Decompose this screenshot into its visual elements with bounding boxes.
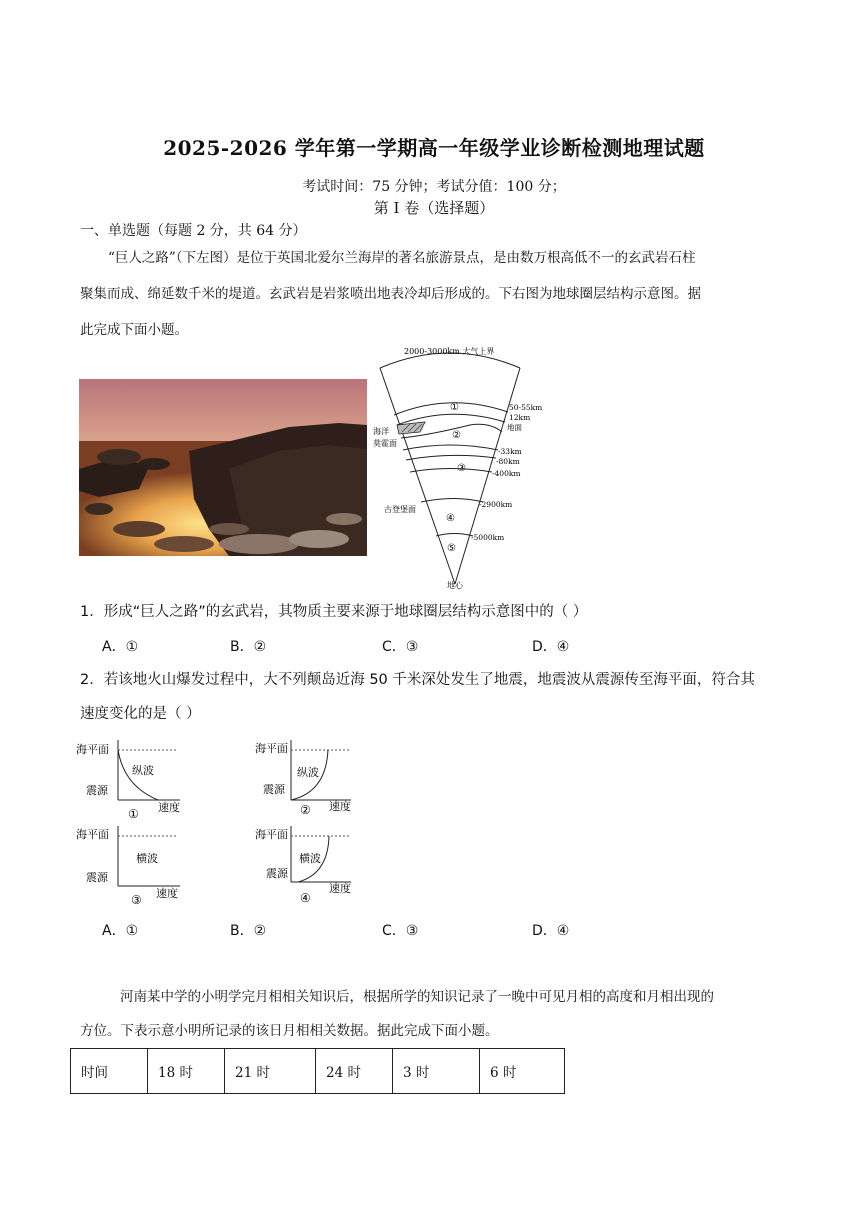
- question-2-stem-line1: 2．若该地火山爆发过程中，大不列颠岛近海 50 千米深处发生了地震，地震波从震源传至海平面，符合其: [80, 672, 755, 688]
- label-moho: 莫霍面: [373, 439, 397, 448]
- g3-number: ③: [131, 893, 142, 907]
- page-title: 2025-2026 学年第一学期高一年级学业诊断检测地理试题: [163, 136, 705, 160]
- section-heading: 一、单选题（每题 2 分，共 64 分）: [80, 223, 307, 239]
- layer-5-label: ⑤: [447, 543, 456, 554]
- question-2-stem-line2: 速度变化的是（ ）: [80, 706, 201, 722]
- g2-wave: 纵波: [297, 766, 319, 779]
- g3-sea-level: 海平面: [76, 828, 109, 841]
- volume-heading: 第 I 卷（选择题）: [373, 199, 495, 217]
- g4-sea-level: 海平面: [255, 828, 288, 841]
- g3-wave: 横波: [136, 852, 158, 865]
- table-cell-3h: 3 时: [393, 1049, 480, 1094]
- q2-option-c[interactable]: C．③: [382, 923, 419, 939]
- q1-option-a[interactable]: A．①: [102, 639, 139, 655]
- label-400km: -400km: [492, 469, 521, 478]
- label-core: 地心: [447, 581, 463, 590]
- table-cell-time: 时间: [71, 1049, 148, 1094]
- g1-focus: 震源: [86, 784, 108, 797]
- g2-speed: 速度: [329, 800, 351, 813]
- diagram-top-label: 2000-3000km 大气上界: [404, 347, 495, 356]
- q2-option-d[interactable]: D．④: [532, 923, 570, 939]
- layer-3-label: ③: [457, 463, 466, 474]
- g1-wave: 纵波: [132, 764, 154, 777]
- table-row: [71, 1049, 565, 1094]
- g4-wave: 横波: [299, 852, 321, 865]
- g4-focus: 震源: [266, 867, 288, 880]
- label-ground: 地面: [507, 423, 522, 432]
- graph-2: [255, 740, 351, 817]
- g3-focus: 震源: [86, 871, 108, 884]
- g1-number: ①: [128, 807, 139, 821]
- moon-phase-table: [70, 1048, 565, 1094]
- g4-number: ④: [300, 891, 311, 905]
- table-cell-21h: 21 时: [225, 1049, 316, 1094]
- giants-causeway-photo: [79, 379, 367, 556]
- g2-number: ②: [300, 803, 311, 817]
- q1-option-d[interactable]: D．④: [532, 639, 570, 655]
- label-5000km: -5000km: [471, 533, 505, 542]
- label-2900km: -2900km: [479, 500, 513, 509]
- q1-option-c[interactable]: C．③: [382, 639, 419, 655]
- g2-focus: 震源: [263, 783, 285, 796]
- passage2-line1: 河南某中学的小明学完月相相关知识后，根据所学的知识记录了一晚中可见月相的高度和月相出现的: [120, 989, 714, 1005]
- g1-speed: 速度: [158, 801, 180, 814]
- q2-option-b[interactable]: B．②: [230, 923, 267, 939]
- label-33km: -33km: [498, 447, 522, 456]
- passage1-line3: 此完成下面小题。: [80, 322, 188, 338]
- label-12km: 12km: [509, 413, 531, 422]
- g1-sea-level: 海平面: [76, 743, 109, 756]
- wave-speed-graphs: [76, 734, 366, 914]
- earth-structure-diagram: [370, 340, 570, 590]
- layer-4-label: ④: [446, 513, 455, 524]
- passage2-line2: 方位。下表示意小明所记录的该日月相相关数据。据此完成下面小题。: [80, 1023, 499, 1039]
- g3-speed: 速度: [156, 887, 178, 900]
- label-ocean: 海洋: [373, 427, 389, 436]
- table-cell-18h: 18 时: [148, 1049, 225, 1094]
- passage1-line1: “巨人之路”（下左图）是位于英国北爱尔兰海岸的著名旅游景点，是由数万根高低不一的玄武岩石柱: [108, 250, 696, 266]
- table-cell-6h: 6 时: [480, 1049, 565, 1094]
- q1-option-b[interactable]: B．②: [230, 639, 267, 655]
- label-80km: -80km: [496, 457, 520, 466]
- label-50-55km: 50-55km: [509, 403, 543, 412]
- table-cell-24h: 24 时: [316, 1049, 393, 1094]
- q2-option-a[interactable]: A．①: [102, 923, 139, 939]
- graph-3: [76, 826, 180, 907]
- layer-2-label: ②: [452, 430, 461, 441]
- graph-1: [76, 740, 180, 821]
- exam-info: 考试时间：75 分钟；考试分值：100 分；: [302, 179, 566, 195]
- g4-speed: 速度: [329, 882, 351, 895]
- layer-1-label: ①: [450, 402, 459, 413]
- label-gutenberg: 古登堡面: [384, 505, 416, 514]
- g2-sea-level: 海平面: [255, 742, 288, 755]
- passage1-line2: 聚集而成、绵延数千米的堤道。玄武岩是岩浆喷出地表冷却后形成的。下右图为地球圈层结构示意图。据: [80, 286, 701, 302]
- question-1-stem: 1．形成“巨人之路”的玄武岩，其物质主要来源于地球圈层结构示意图中的（ ）: [80, 604, 588, 620]
- graph-4: [255, 826, 351, 905]
